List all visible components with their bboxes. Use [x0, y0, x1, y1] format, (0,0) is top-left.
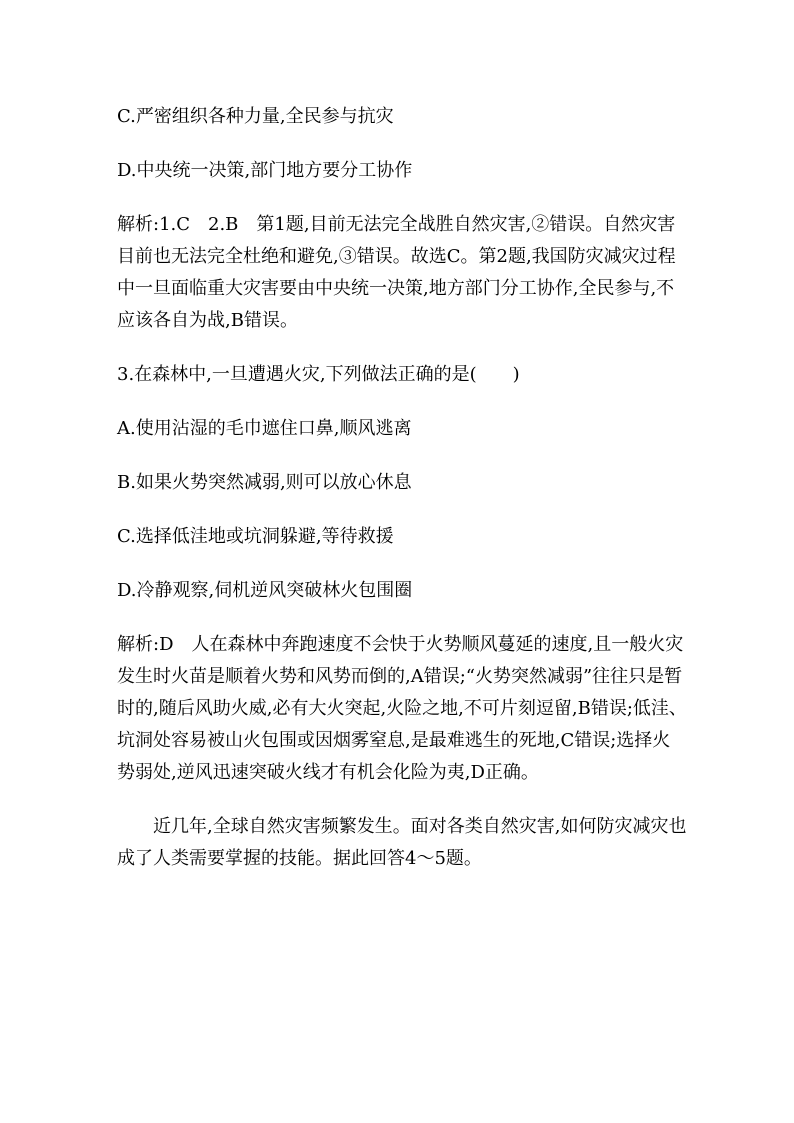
- option-a-q3: A.使用沾湿的毛巾遮住口鼻,顺风逃离: [117, 418, 412, 439]
- passage-intro-q4-q5: 近几年,全球自然灾害频繁发生。面对各类自然灾害,如何防灾减灾也成了人类需要掌握的技能。据此回答4～5题。: [117, 816, 687, 869]
- analysis-q3: 解析:D 人在森林中奔跑速度不会快于火势顺风蔓延的速度,且一般火灾发生时火苗是顺着火势和风势而倒的,A错误;“火势突然减弱”往往只是暂时的,随后风助火威,必有大火突起,火险之地,不可片刻逗留,B错误;低洼、坑洞处容易被山火包围或因烟雾窒息,是最难逃生的死地,C错误;选择火势弱处,逆风迅速突破火线才有机会化险为夷,D正确。: [117, 634, 687, 783]
- option-c-q3: C.选择低洼地或坑洞躲避,等待救援: [117, 526, 394, 547]
- option-d-q3: D.冷静观察,伺机逆风突破林火包围圈: [117, 580, 413, 601]
- analysis-q1-q2: 解析:1.C 2.B 第1题,目前无法完全战胜自然灾害,②错误。自然灾害目前也无法完全杜绝和避免,③错误。故选C。第2题,我国防灾减灾过程中一旦面临重大灾害要由中央统一决策,地方部门分工协作,全民参与,不应该各自为战,B错误。: [117, 214, 676, 331]
- question-3: 3.在森林中,一旦遭遇火灾,下列做法正确的是( ): [117, 364, 520, 385]
- option-c-q2: C.严密组织各种力量,全民参与抗灾: [117, 106, 394, 127]
- document-body: [117, 101, 687, 897]
- option-b-q3: B.如果火势突然减弱,则可以放心休息: [117, 472, 412, 493]
- option-d-q2: D.中央统一决策,部门地方要分工协作: [117, 160, 413, 181]
